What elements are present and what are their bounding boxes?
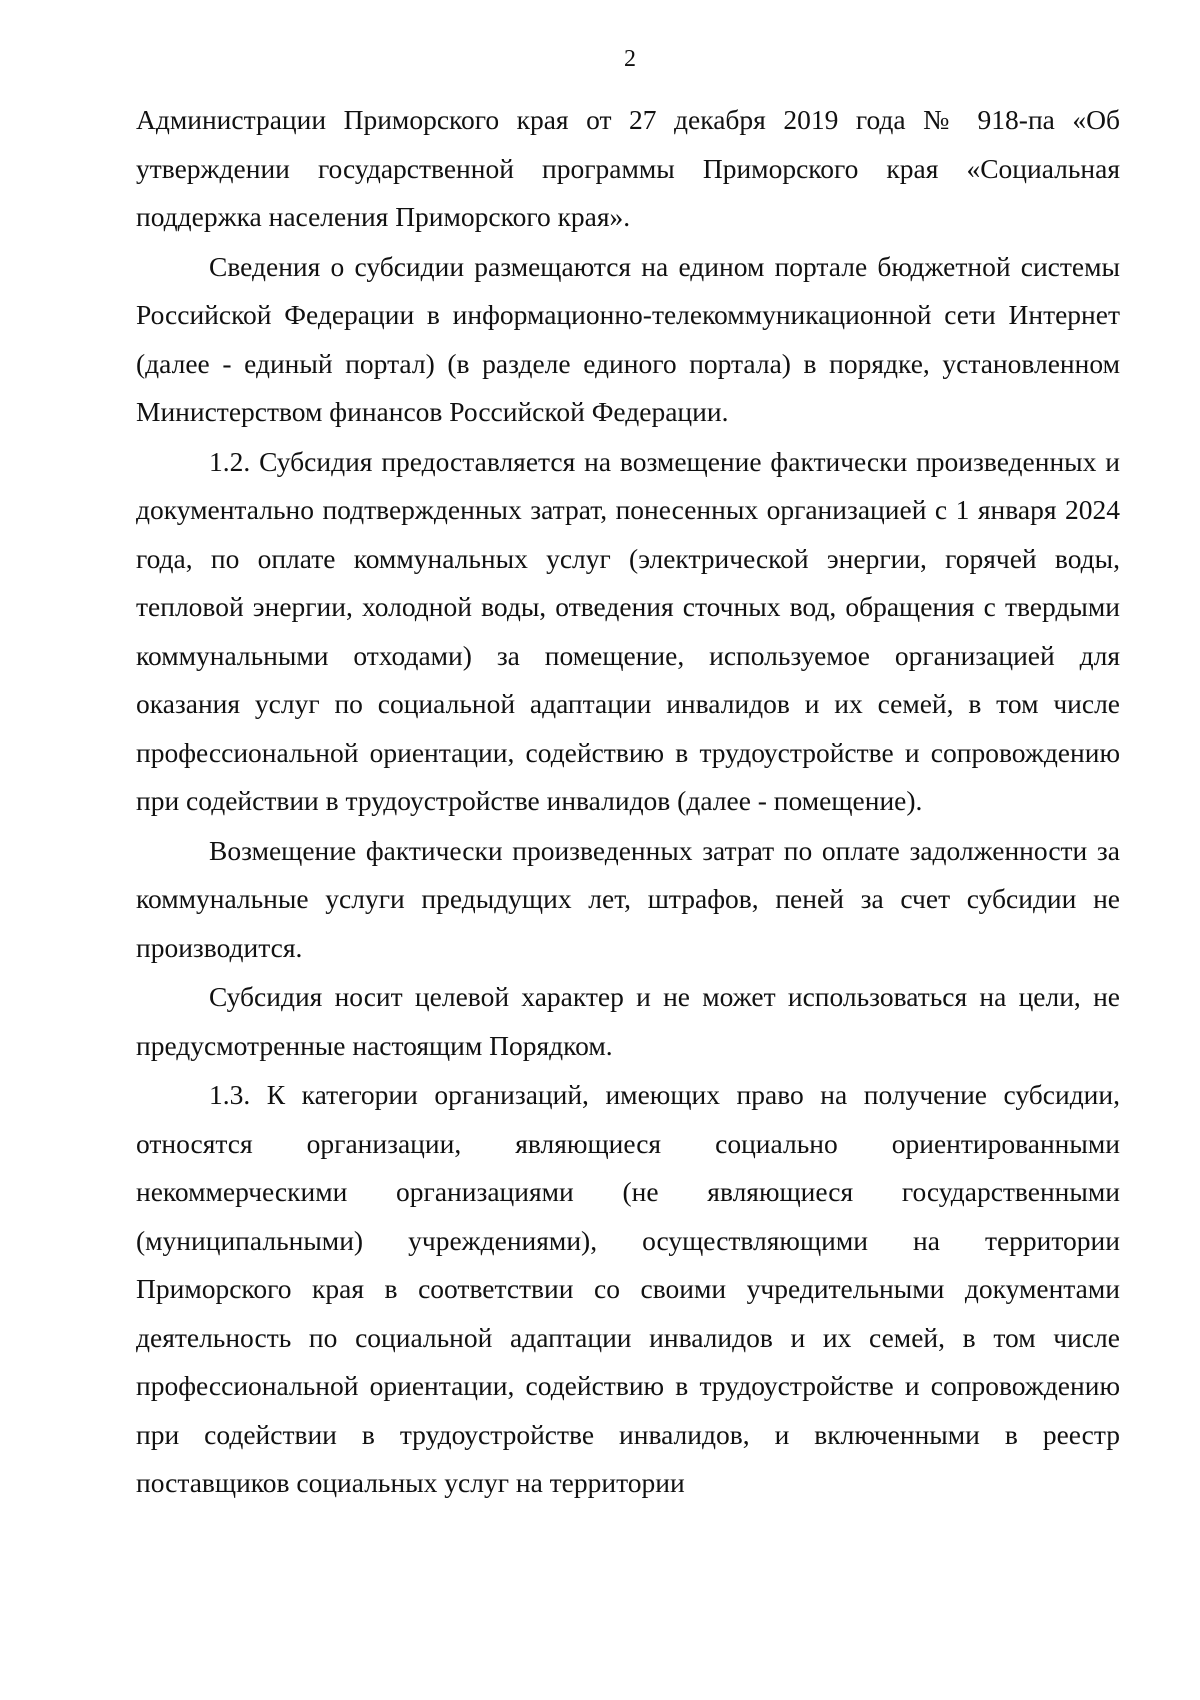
paragraph-continuation: Администрации Приморского края от 27 декабря 2019 года № 918-па «Об утверждении государственной программы Приморского края «Социальная поддержка населения Приморского края». <box>136 104 1120 232</box>
paragraph-purpose: Субсидия носит целевой характер и не может использоваться на цели, не предусмотренные настоящим Порядком. <box>136 981 1120 1061</box>
paragraph-subsidy-info: Сведения о субсидии размещаются на едином портале бюджетной системы Российской Федерации в информационно-телекоммуникационной сети Интернет (далее - единый портал) (в разделе единого портала) в порядке, установленном Министерством финансов Российской Федерации. <box>136 250 1120 427</box>
paragraph-reimbursement: Возмещение фактически произведенных затрат по оплате задолженности за коммунальные услуги предыдущих лет, штрафов, пеней за счет субсидии не производится. <box>136 834 1120 963</box>
paragraph-1-2: 1.2. Субсидия предоставляется на возмещение фактически произведенных и документально подтвержденных затрат, понесенных организацией с 1 января 2024 года, по оплате коммунальных услуг (электрической энергии, горячей воды, тепловой энергии, холодной воды, отведения сточных вод, обращения с твердыми коммунальными отходами) за помещение, используемое организацией для оказания услуг по социальной адаптации инвалидов и их семей, в том числе профессиональной ориентации, содействию в трудоустройстве и сопровождению при содействии в трудоустройстве инвалидов (далее - помещение). <box>136 445 1120 816</box>
document-body <box>136 96 1120 1508</box>
paragraph-1-3: 1.3. К категории организаций, имеющих право на получение субсидии, относятся организации, являющиеся социально ориентированными некоммерческими организациями (не являющиеся государственными (муниципальными) учреждениями), осуществляющими на территории Приморского края в соответствии со своими учредительными документами деятельность по социальной адаптации инвалидов и их семей, в том числе профессиональной ориентации, содействию в трудоустройстве и сопровождению при содействии в трудоустройстве инвалидов, и включенными в реестр поставщиков социальных услуг на территории <box>136 1079 1120 1498</box>
page-number: 2 <box>624 46 636 72</box>
